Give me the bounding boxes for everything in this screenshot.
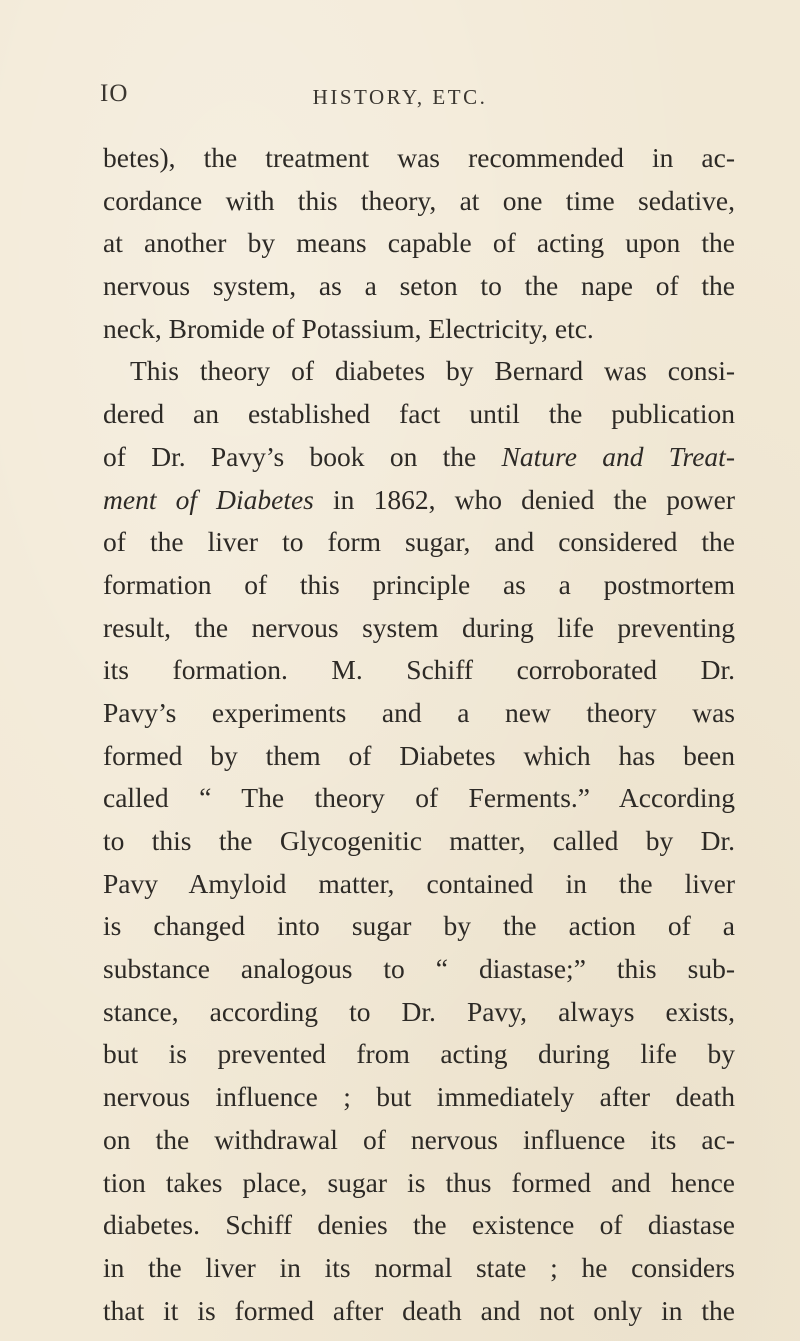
text-line: nervous system, as a seton to the nape of the [103, 270, 735, 302]
page-number: IO [100, 80, 129, 107]
text-line: but is prevented from acting during life by [103, 1038, 735, 1070]
text-line: is changed into sugar by the action of a [103, 910, 735, 942]
text-line: Pavy Amyloid matter, contained in the liver [103, 867, 735, 899]
text-line: formation of this principle as a postmortem [103, 568, 735, 600]
text-line: Pavy’s experiments and a new theory was [103, 696, 735, 728]
text-line: on the withdrawal of nervous influence its ac- [103, 1123, 735, 1155]
text-line: result, the nervous system during life preventing [103, 611, 735, 643]
text-line: called “ The theory of Ferments.” According [103, 782, 735, 814]
text-line [103, 436, 735, 479]
text-line: cordance with this theory, at one time sedative, [103, 184, 735, 216]
text-line: its formation. M. Schiff corroborated Dr. [103, 654, 735, 686]
text-line: in the liver in its normal state ; he considers [103, 1251, 735, 1283]
text-line: This theory of diabetes by Bernard was consi- [130, 355, 735, 387]
text-line: dered an established fact until the publication [103, 398, 735, 430]
body-text [103, 137, 735, 1332]
text-line: that it is formed after death and not only in the [103, 1294, 735, 1326]
text-line: nervous influence ; but immediately after death [103, 1081, 735, 1113]
text-line: formed by them of Diabetes which has been [103, 739, 735, 771]
text-line: substance analogous to “ diastase;” this sub- [103, 953, 735, 985]
text-line: of the liver to form sugar, and considered the [103, 526, 735, 558]
text-line [103, 479, 735, 522]
running-title: HISTORY, ETC. [312, 85, 488, 109]
text-line: to this the Glycogenitic matter, called by Dr. [103, 825, 735, 856]
text-line: betes), the treatment was recommended in ac- [103, 142, 735, 173]
text-line: stance, according to Dr. Pavy, always exists, [103, 995, 735, 1027]
text-line: tion takes place, sugar is thus formed and hence [103, 1166, 735, 1198]
book-title-italic: Nature and Treat- [501, 440, 735, 472]
text-line: diabetes. Schiff denies the existence of diastase [103, 1209, 735, 1241]
text-line: at another by means capable of acting upon the [103, 227, 735, 259]
text-span: in 1862, who denied the power [313, 483, 735, 515]
book-title-italic: ment of Diabetes [103, 483, 314, 515]
text-line: neck, Bromide of Potassium, Electricity, etc. [103, 312, 594, 344]
text-span: of Dr. Pavy’s book on the [103, 440, 502, 472]
